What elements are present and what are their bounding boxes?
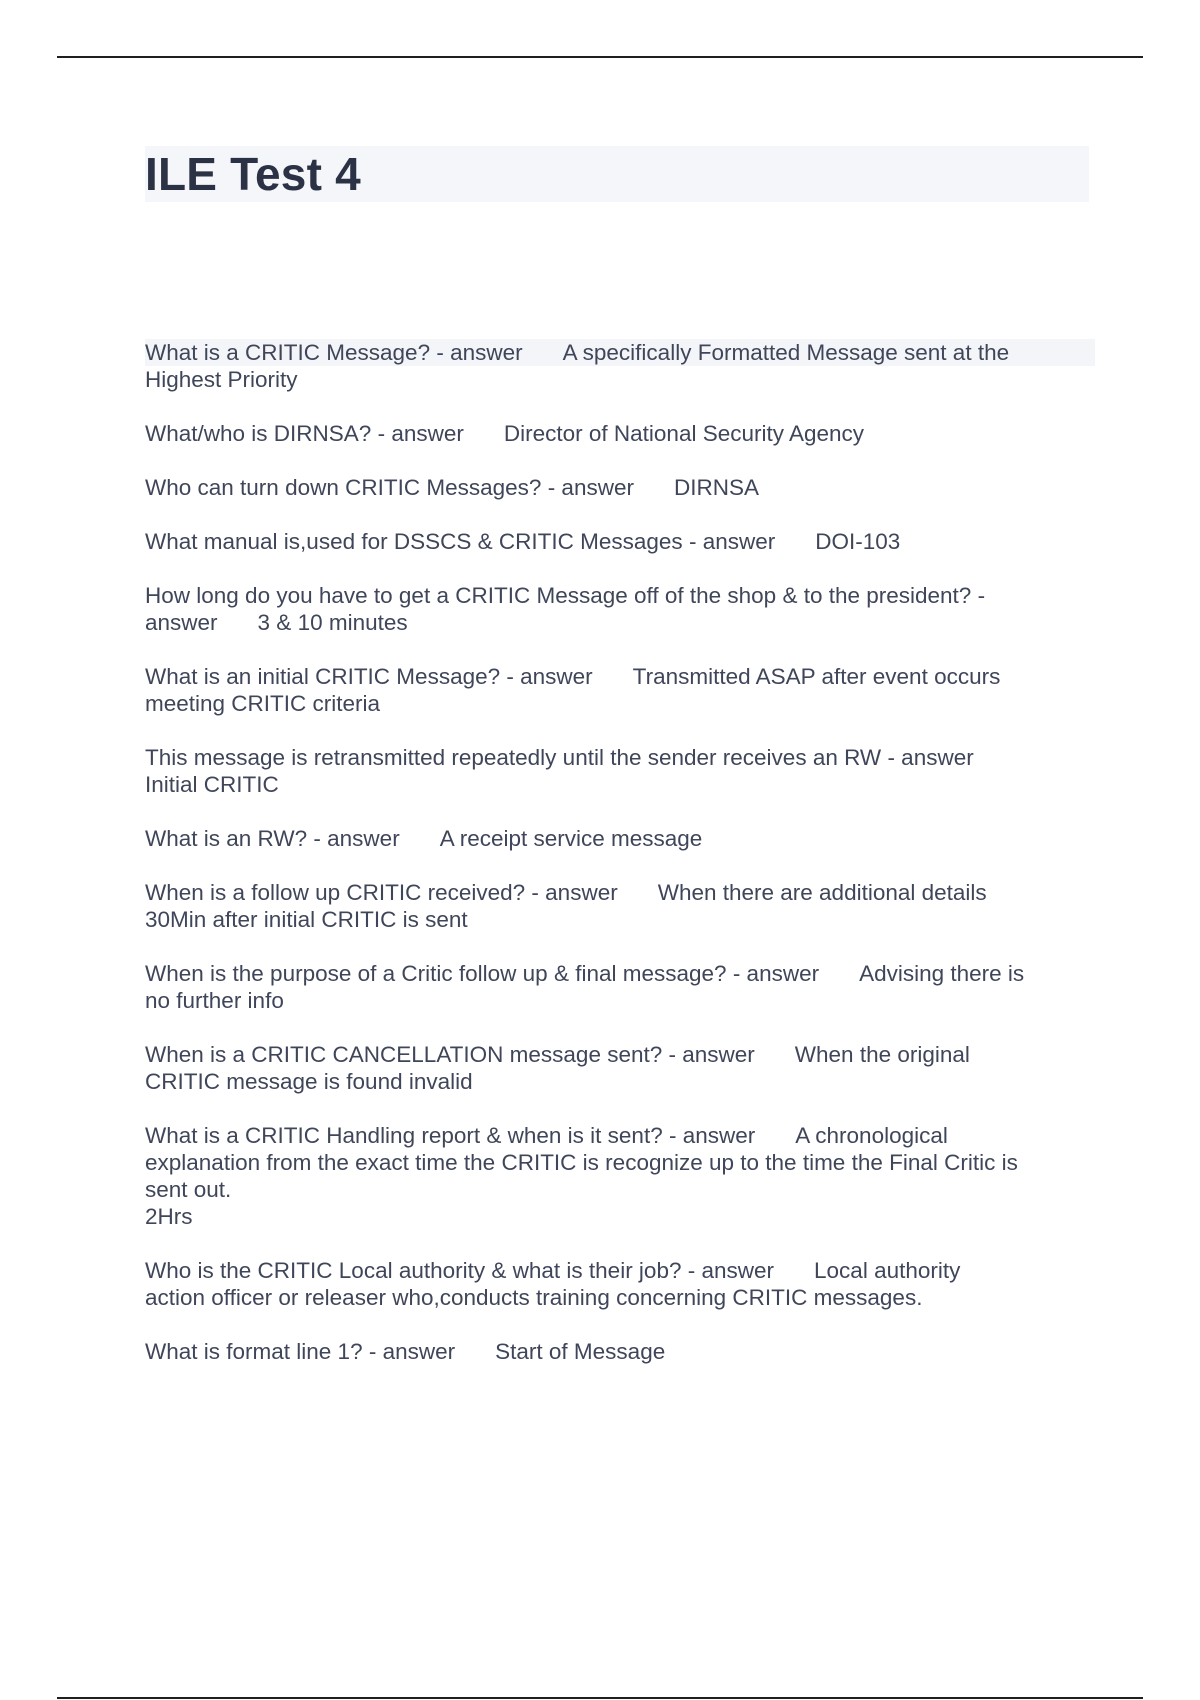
qa-list <box>145 339 1095 1392</box>
question: Who is the CRITIC Local authority & what is their job? <box>145 1258 682 1283</box>
question: This message is retransmitted repeatedly until the sender receives an RW <box>145 745 882 770</box>
answer: A chronological <box>795 1123 948 1148</box>
answer: Transmitted ASAP after event occurs <box>632 664 1001 689</box>
qa-item <box>145 474 1095 501</box>
answer-separator: - answer <box>732 961 820 986</box>
answer-separator: - answer <box>531 880 618 905</box>
title-block <box>145 146 1089 202</box>
answer-continuation: CRITIC message is found invalid <box>145 1069 473 1094</box>
bottom-rule <box>57 1697 1143 1699</box>
answer: When there are additional details <box>657 880 987 905</box>
answer-continuation: explanation from the exact time the CRITIC is recognize up to the time the Final Critic is <box>145 1150 1018 1175</box>
qa-item <box>145 663 1095 717</box>
question: When is the purpose of a Critic follow up & final message? <box>145 961 727 986</box>
question: What is an initial CRITIC Message? <box>145 664 501 689</box>
answer-separator: - answer <box>436 340 523 365</box>
answer: Start of Message <box>495 1339 666 1364</box>
question-continuation: answer <box>145 610 218 635</box>
answer-continuation: action officer or releaser who,conducts training concerning CRITIC messages. <box>145 1285 923 1310</box>
qa-item <box>145 879 1095 933</box>
answer-separator: - answer <box>668 1042 755 1067</box>
qa-item <box>145 1338 1095 1365</box>
answer: 3 & 10 minutes <box>257 610 408 635</box>
answer: Initial CRITIC <box>145 772 279 797</box>
question: What is a CRITIC Message? <box>145 340 431 365</box>
answer: Local authority <box>814 1258 961 1283</box>
answer-separator: - answer <box>688 529 776 554</box>
answer-separator: - answer <box>368 1339 456 1364</box>
question: How long do you have to get a CRITIC Message off of the shop & to the president? - <box>145 583 986 608</box>
answer: When the original <box>794 1042 970 1067</box>
answer: Advising there is <box>859 961 1025 986</box>
answer-separator: - answer <box>887 745 974 770</box>
qa-item <box>145 1041 1095 1095</box>
answer-continuation: sent out. <box>145 1177 232 1202</box>
answer-separator: - answer <box>547 475 634 500</box>
qa-item <box>145 420 1095 447</box>
qa-item <box>145 339 1095 393</box>
question: When is a follow up CRITIC received? <box>145 880 526 905</box>
question: What is an RW? <box>145 826 308 851</box>
qa-item <box>145 582 1095 636</box>
answer-continuation: 2Hrs <box>145 1204 193 1229</box>
answer: A receipt service message <box>439 826 703 851</box>
answer: DIRNSA <box>673 475 759 500</box>
question: What manual is,used for DSSCS & CRITIC Messages <box>145 529 683 554</box>
question: What is format line 1? <box>145 1339 363 1364</box>
answer-continuation: no further info <box>145 988 284 1013</box>
answer-separator: - answer <box>377 421 464 446</box>
qa-item <box>145 1122 1095 1230</box>
answer: A specifically Formatted Message sent at the <box>562 340 1010 365</box>
answer-continuation: meeting CRITIC criteria <box>145 691 381 716</box>
qa-item <box>145 744 1095 798</box>
top-rule <box>57 56 1143 58</box>
answer-separator: - answer <box>687 1258 775 1283</box>
qa-item <box>145 825 1095 852</box>
answer: Director of National Security Agency <box>503 421 865 446</box>
question: When is a CRITIC CANCELLATION message sent? <box>145 1042 663 1067</box>
answer-separator: - answer <box>668 1123 756 1148</box>
page-title: ILE Test 4 <box>145 148 361 200</box>
answer-separator: - answer <box>506 664 593 689</box>
qa-item <box>145 960 1095 1014</box>
answer-separator: - answer <box>313 826 400 851</box>
question: What is a CRITIC Handling report & when is it sent? <box>145 1123 663 1148</box>
answer-continuation: Highest Priority <box>145 367 298 392</box>
question: What/who is DIRNSA? <box>145 421 372 446</box>
qa-item <box>145 528 1095 555</box>
answer: DOI-103 <box>815 529 901 554</box>
answer-continuation: 30Min after initial CRITIC is sent <box>145 907 468 932</box>
question: Who can turn down CRITIC Messages? <box>145 475 542 500</box>
qa-item <box>145 1257 1095 1311</box>
